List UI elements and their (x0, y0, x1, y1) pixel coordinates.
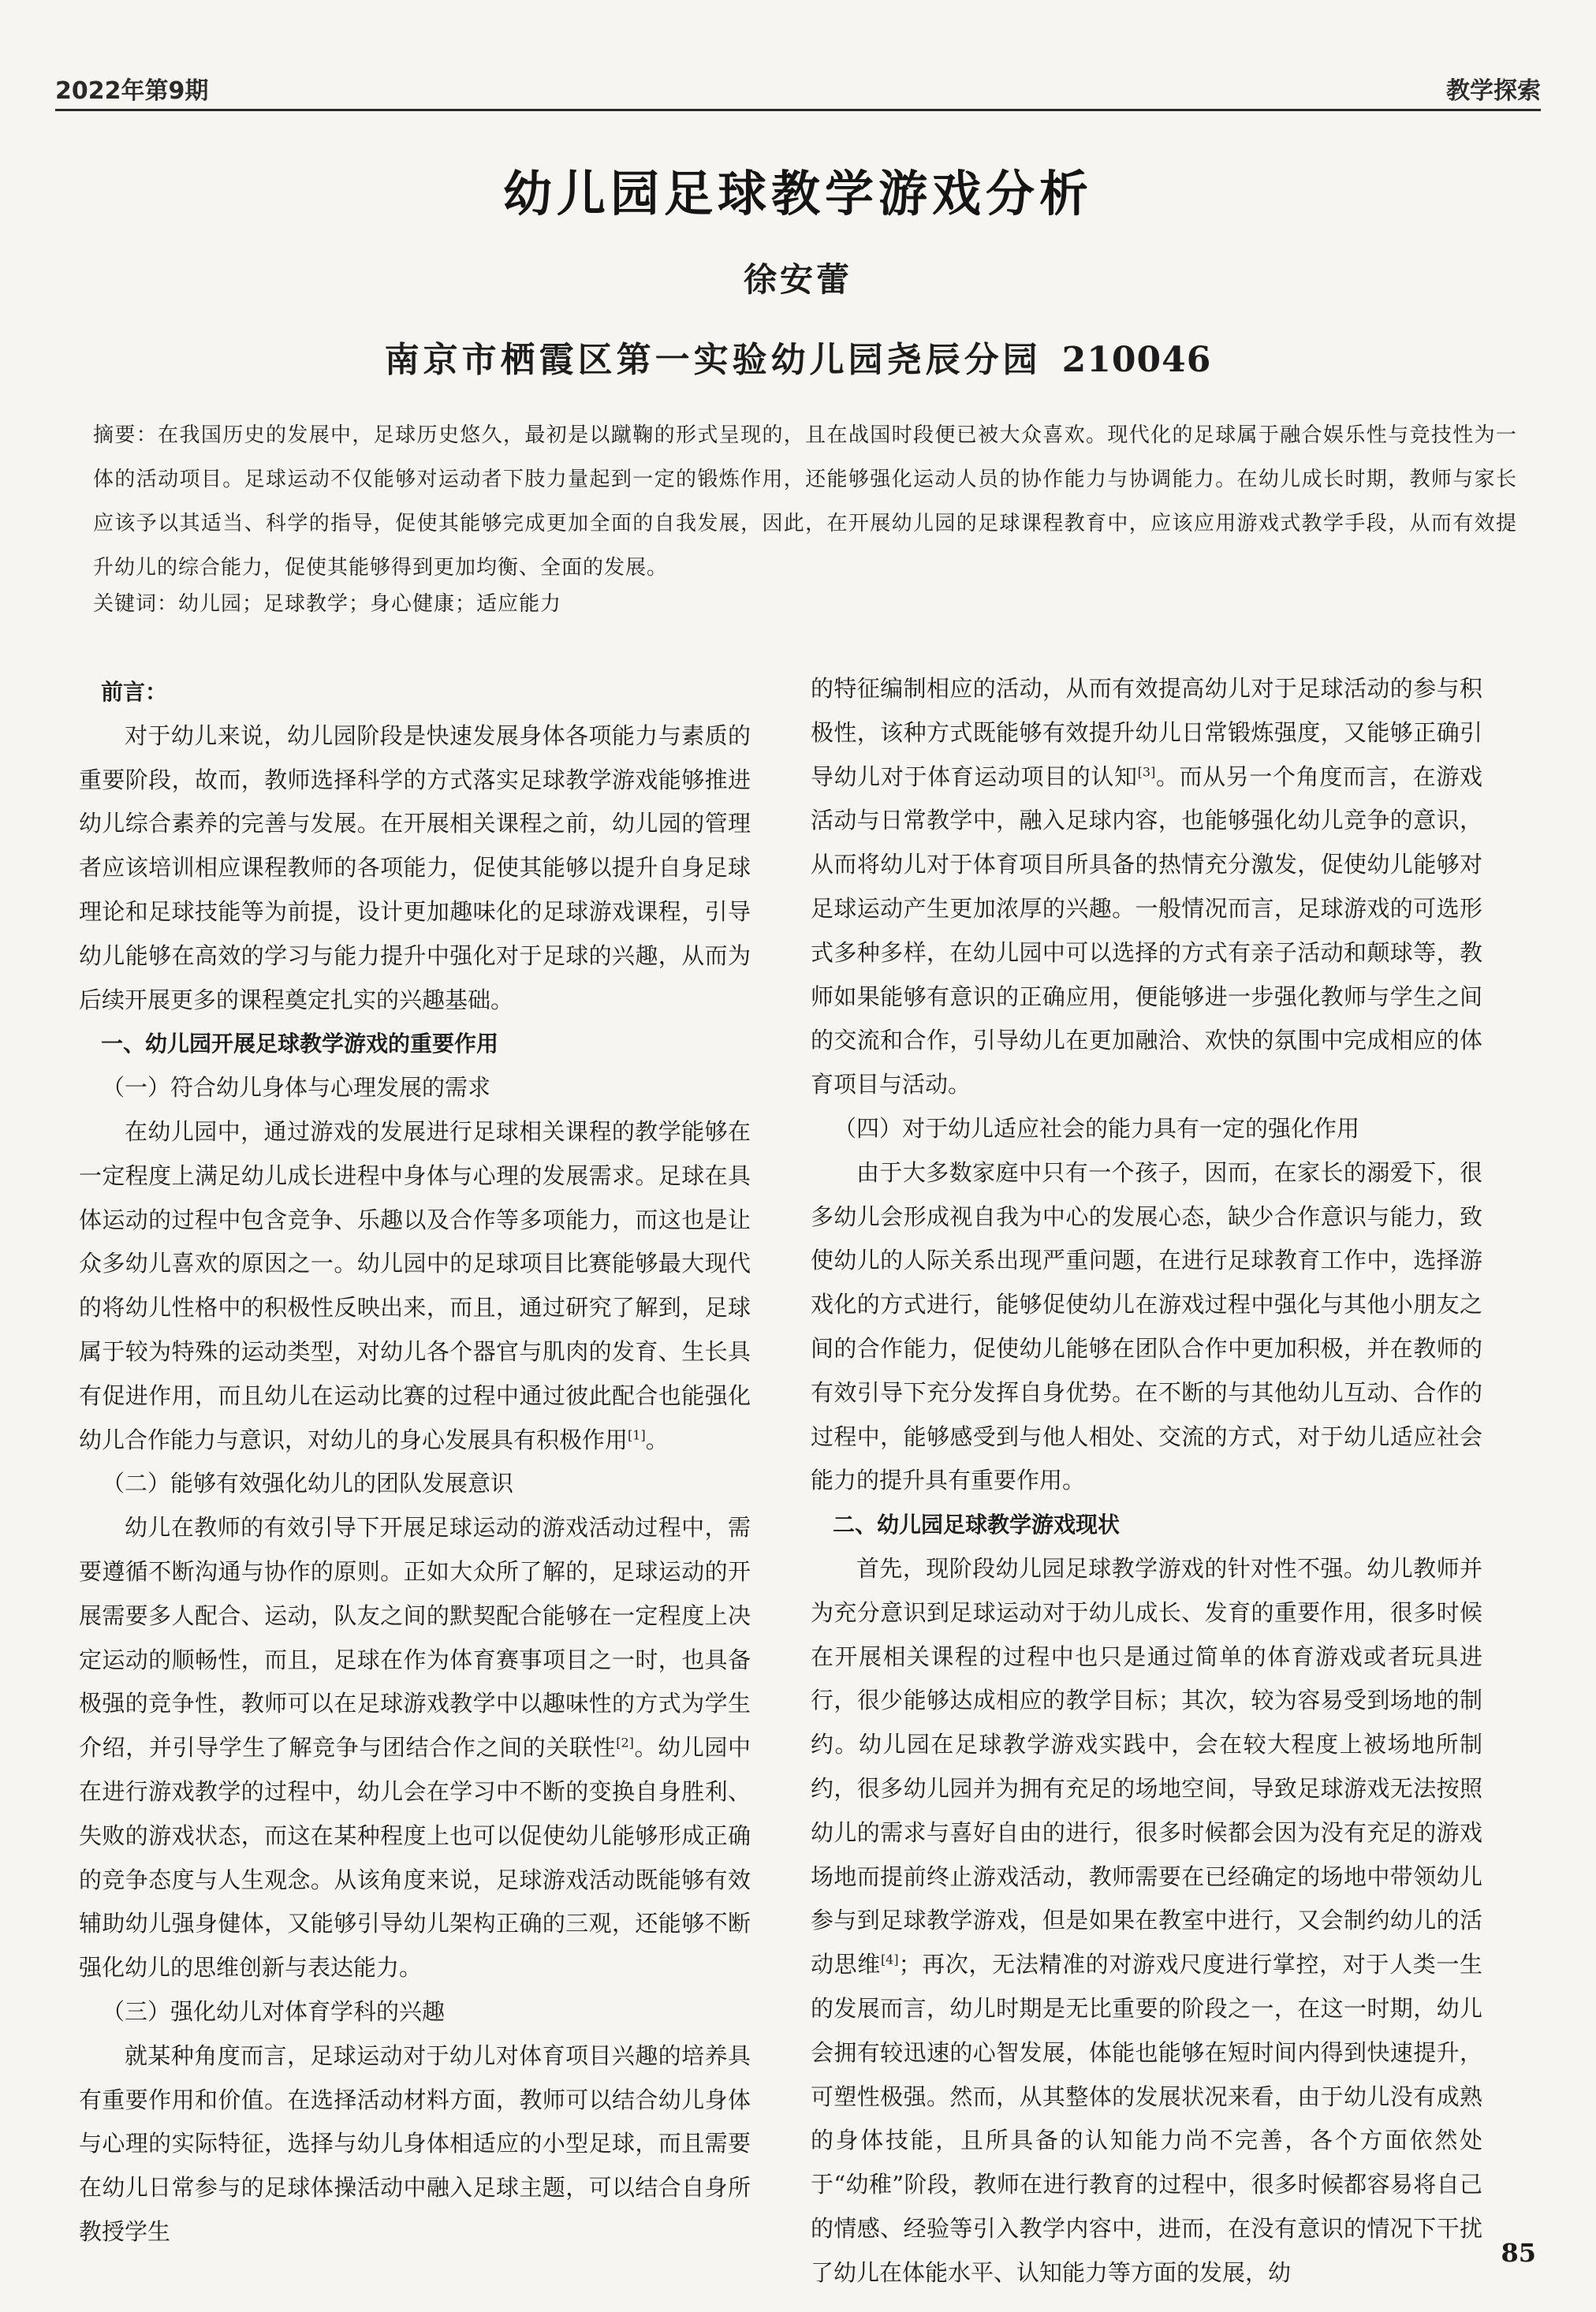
paragraph-text: 首先，现阶段幼儿园足球教学游戏的针对性不强。幼儿教师并为充分意识到足球运动对于幼儿成长、发育的重要作用，很多时候在开展相关课程的过程中也只是通过简单的体育游戏或者玩具进行，很少能够达成相应的教学目标；其次，较为容易受到场地的制约。幼儿园在足球教学游戏实践中，会在较大程度上被场地所制约，很多幼儿园并为拥有充足的场地空间，导致足球游戏无法按照幼儿的需求与喜好自由的进行，很多时候都会因为没有充足的游戏场地而提前终止游戏活动，教师需要在已经确定的场地中带领幼儿参与到足球教学游戏，但是如果在教室中进行，又会制约幼儿的活动思维 (811, 1554, 1482, 1978)
affiliation-name: 南京市栖霞区第一实验幼儿园尧辰分园 (384, 340, 1042, 380)
column-label: 教学探索 (1446, 77, 1541, 105)
subsection-heading-4: （四）对于幼儿适应社会的能力具有一定的强化作用 (833, 1114, 1360, 1142)
paragraph (79, 1506, 751, 1990)
paragraph (79, 1110, 751, 1462)
section-heading-1: 一、幼儿园开展足球教学游戏的重要作用 (101, 1031, 499, 1057)
keywords: 关键词：幼儿园；足球教学；身心健康；适应能力 (93, 592, 562, 616)
subsection-heading-1: （一）符合幼儿身体与心理发展的需求 (102, 1074, 491, 1102)
paragraph (811, 1547, 1482, 2295)
paragraph-end: 。 (645, 1426, 669, 1453)
paragraph-continued (811, 667, 1482, 1107)
header-divider (55, 109, 1541, 111)
citation: [4] (880, 1952, 899, 1967)
paragraph-text: ；再次，无法精准的对游戏尺度进行掌控，对于人类一生的发展而言，幼儿时期是无比重要的阶段之一，在这一时期，幼儿会拥有较迅速的心智发展，体能也能够在短时间内得到快速提升，可塑性极强。然而，从其整体的发展状况来看，由于幼儿没有成熟的身体技能，且所具备的认知能力尚不完善，各个方面依然处于“幼稚”阶段，教师在进行教育的过程中，很多时候都容易将自己的情感、经验等引入教学内容中，进而，在没有意识的情况下干扰了幼儿在体能水平、认知能力等方面的发展，幼 (811, 1951, 1482, 2286)
preface-paragraph: 对于幼儿来说，幼儿园阶段是快速发展身体各项能力与素质的重要阶段，故而，教师选择科学的方式落实足球教学游戏能够推进幼儿综合素养的完善与发展。在开展相关课程之前，幼儿园的管理者应该培训相应课程教师的各项能力，促使其能够以提升自身足球理论和足球技能等为前提，设计更加趣味化的足球游戏课程，引导幼儿能够在高效的学习与能力提升中强化对于足球的兴趣，从而为后续开展更多的课程奠定扎实的兴趣基础。 (79, 722, 751, 1013)
article-title: 幼儿园足球教学游戏分析 (502, 165, 1093, 222)
citation: [3] (1137, 763, 1156, 779)
author-name: 徐安蕾 (743, 260, 852, 299)
section-heading-2: 二、幼儿园足球教学游戏现状 (833, 1512, 1121, 1538)
citation: [1] (628, 1426, 646, 1442)
page-number: 85 (1501, 2238, 1536, 2268)
paragraph-text: 。而从另一个角度而言，在游戏活动与日常教学中，融入足球内容，也能够强化幼儿竞争的意识，从而将幼儿对于体育项目所具备的热情充分激发，促使幼儿能够对足球运动产生更加浓厚的兴趣。一般情况而言，足球游戏的可选形式多种多样，在幼儿园中可以选择的方式有亲子活动和颠球等，教师如果能够有意识的正确应用，便能够进一步强化教师与学生之间的交流和合作，引导幼儿在更加融洽、欢快的氛围中完成相应的体育项目与活动。 (811, 763, 1482, 1098)
subsection-heading-3: （三）强化幼儿对体育学科的兴趣 (102, 1997, 446, 2025)
running-header (55, 63, 1541, 106)
affiliation (0, 331, 1596, 382)
paragraph: 由于大多数家庭中只有一个孩子，因而，在家长的溺爱下，很多幼儿会形成视自我为中心的发展心态，缺少合作意识与能力，致使幼儿的人际关系出现严重问题，在进行足球教育工作中，选择游戏化的方式进行，能够促使幼儿在游戏过程中强化与其他小朋友之间的合作能力，促使幼儿能够在团队合作中更加积极，并在教师的有效引导下充分发挥自身优势。在不断的与其他幼儿互动、合作的过程中，能够感受到与他人相处、交流的方式，对于幼儿适应社会能力的提升具有重要作用。 (811, 1158, 1482, 1494)
paragraph-text: 的特征编制相应的活动，从而有效提高幼儿对于足球活动的参与积极性，该种方式既能够有效提升幼儿日常锻炼强度，又能够正确引导幼儿对于体育运动项目的认知 (811, 675, 1482, 790)
citation: [2] (616, 1735, 634, 1751)
paragraph-text: 幼儿在教师的有效引导下开展足球运动的游戏活动过程中，需要遵循不断沟通与协作的原则。正如大众所了解的，足球运动的开展需要多人配合、运动，队友之间的默契配合能够在一定程度上决定运动的顺畅性，而且，足球在作为体育赛事项目之一时，也具备极强的竞争性，教师可以在足球游戏教学中以趣味性的方式为学生介绍，并引导学生了解竞争与团结合作之间的关联性 (79, 1514, 751, 1762)
subsection-heading-2: （二）能够有效强化幼儿的团队发展意识 (102, 1470, 514, 1497)
preface-heading: 前言： (101, 679, 168, 705)
abstract: 摘要：在我国历史的发展中，足球历史悠久，最初是以蹴鞠的形式呈现的，且在战国时段便已被大众喜欢。现代化的足球属于融合娱乐性与竞技性为一体的活动项目。足球运动不仅能够对运动者下肢力量起到一定的锻炼作用，还能够强化运动人员的协作能力与协调能力。在幼儿成长时期，教师与家长应该予以其适当、科学的指导，促使其能够完成更加全面的自我发展，因此，在开展幼儿园的足球课程教育中，应该应用游戏式教学手段，从而有效提升幼儿的综合能力，促使其能够得到更加均衡、全面的发展。 (93, 423, 1517, 580)
paragraph-text: 在幼儿园中，通过游戏的发展进行足球相关课程的教学能够在一定程度上满足幼儿成长进程中身体与心理的发展需求。足球在具体运动的过程中包含竞争、乐趣以及合作等多项能力，而这也是让众多幼儿喜欢的原因之一。幼儿园中的足球项目比赛能够最大现代的将幼儿性格中的积极性反映出来，而且，通过研究了解到，足球属于较为特殊的运动类型，对幼儿各个器官与肌肉的发育、生长具有促进作用，而且幼儿在运动比赛的过程中通过彼此配合也能强化幼儿合作能力与意识，对幼儿的身心发展具有积极作用 (79, 1117, 751, 1453)
paragraph: 就某种角度而言，足球运动对于幼儿对体育项目兴趣的培养具有重要作用和价值。在选择活动材料方面，教师可以结合幼儿身体与心理的实际特征，选择与幼儿身体相适应的小型足球，而且需要在幼儿日常参与的足球体操活动中融入足球主题，可以结合自身所教授学生 (79, 2042, 751, 2245)
left-column (79, 670, 751, 2254)
issue-label: 2022年第9期 (55, 77, 209, 105)
postcode: 210046 (1061, 340, 1212, 380)
right-column (811, 667, 1482, 2295)
paragraph-text: 。幼儿园中在进行游戏教学的过程中，幼儿会在学习中不断的变换自身胜利、失败的游戏状态，而这在某种程度上也可以促使幼儿能够形成正确的竞争态度与人生观念。从该角度来说，足球游戏活动既能够有效辅助幼儿强身健体，又能够引导幼儿架构正确的三观，还能够不断强化幼儿的思维创新与表达能力。 (79, 1734, 751, 1982)
